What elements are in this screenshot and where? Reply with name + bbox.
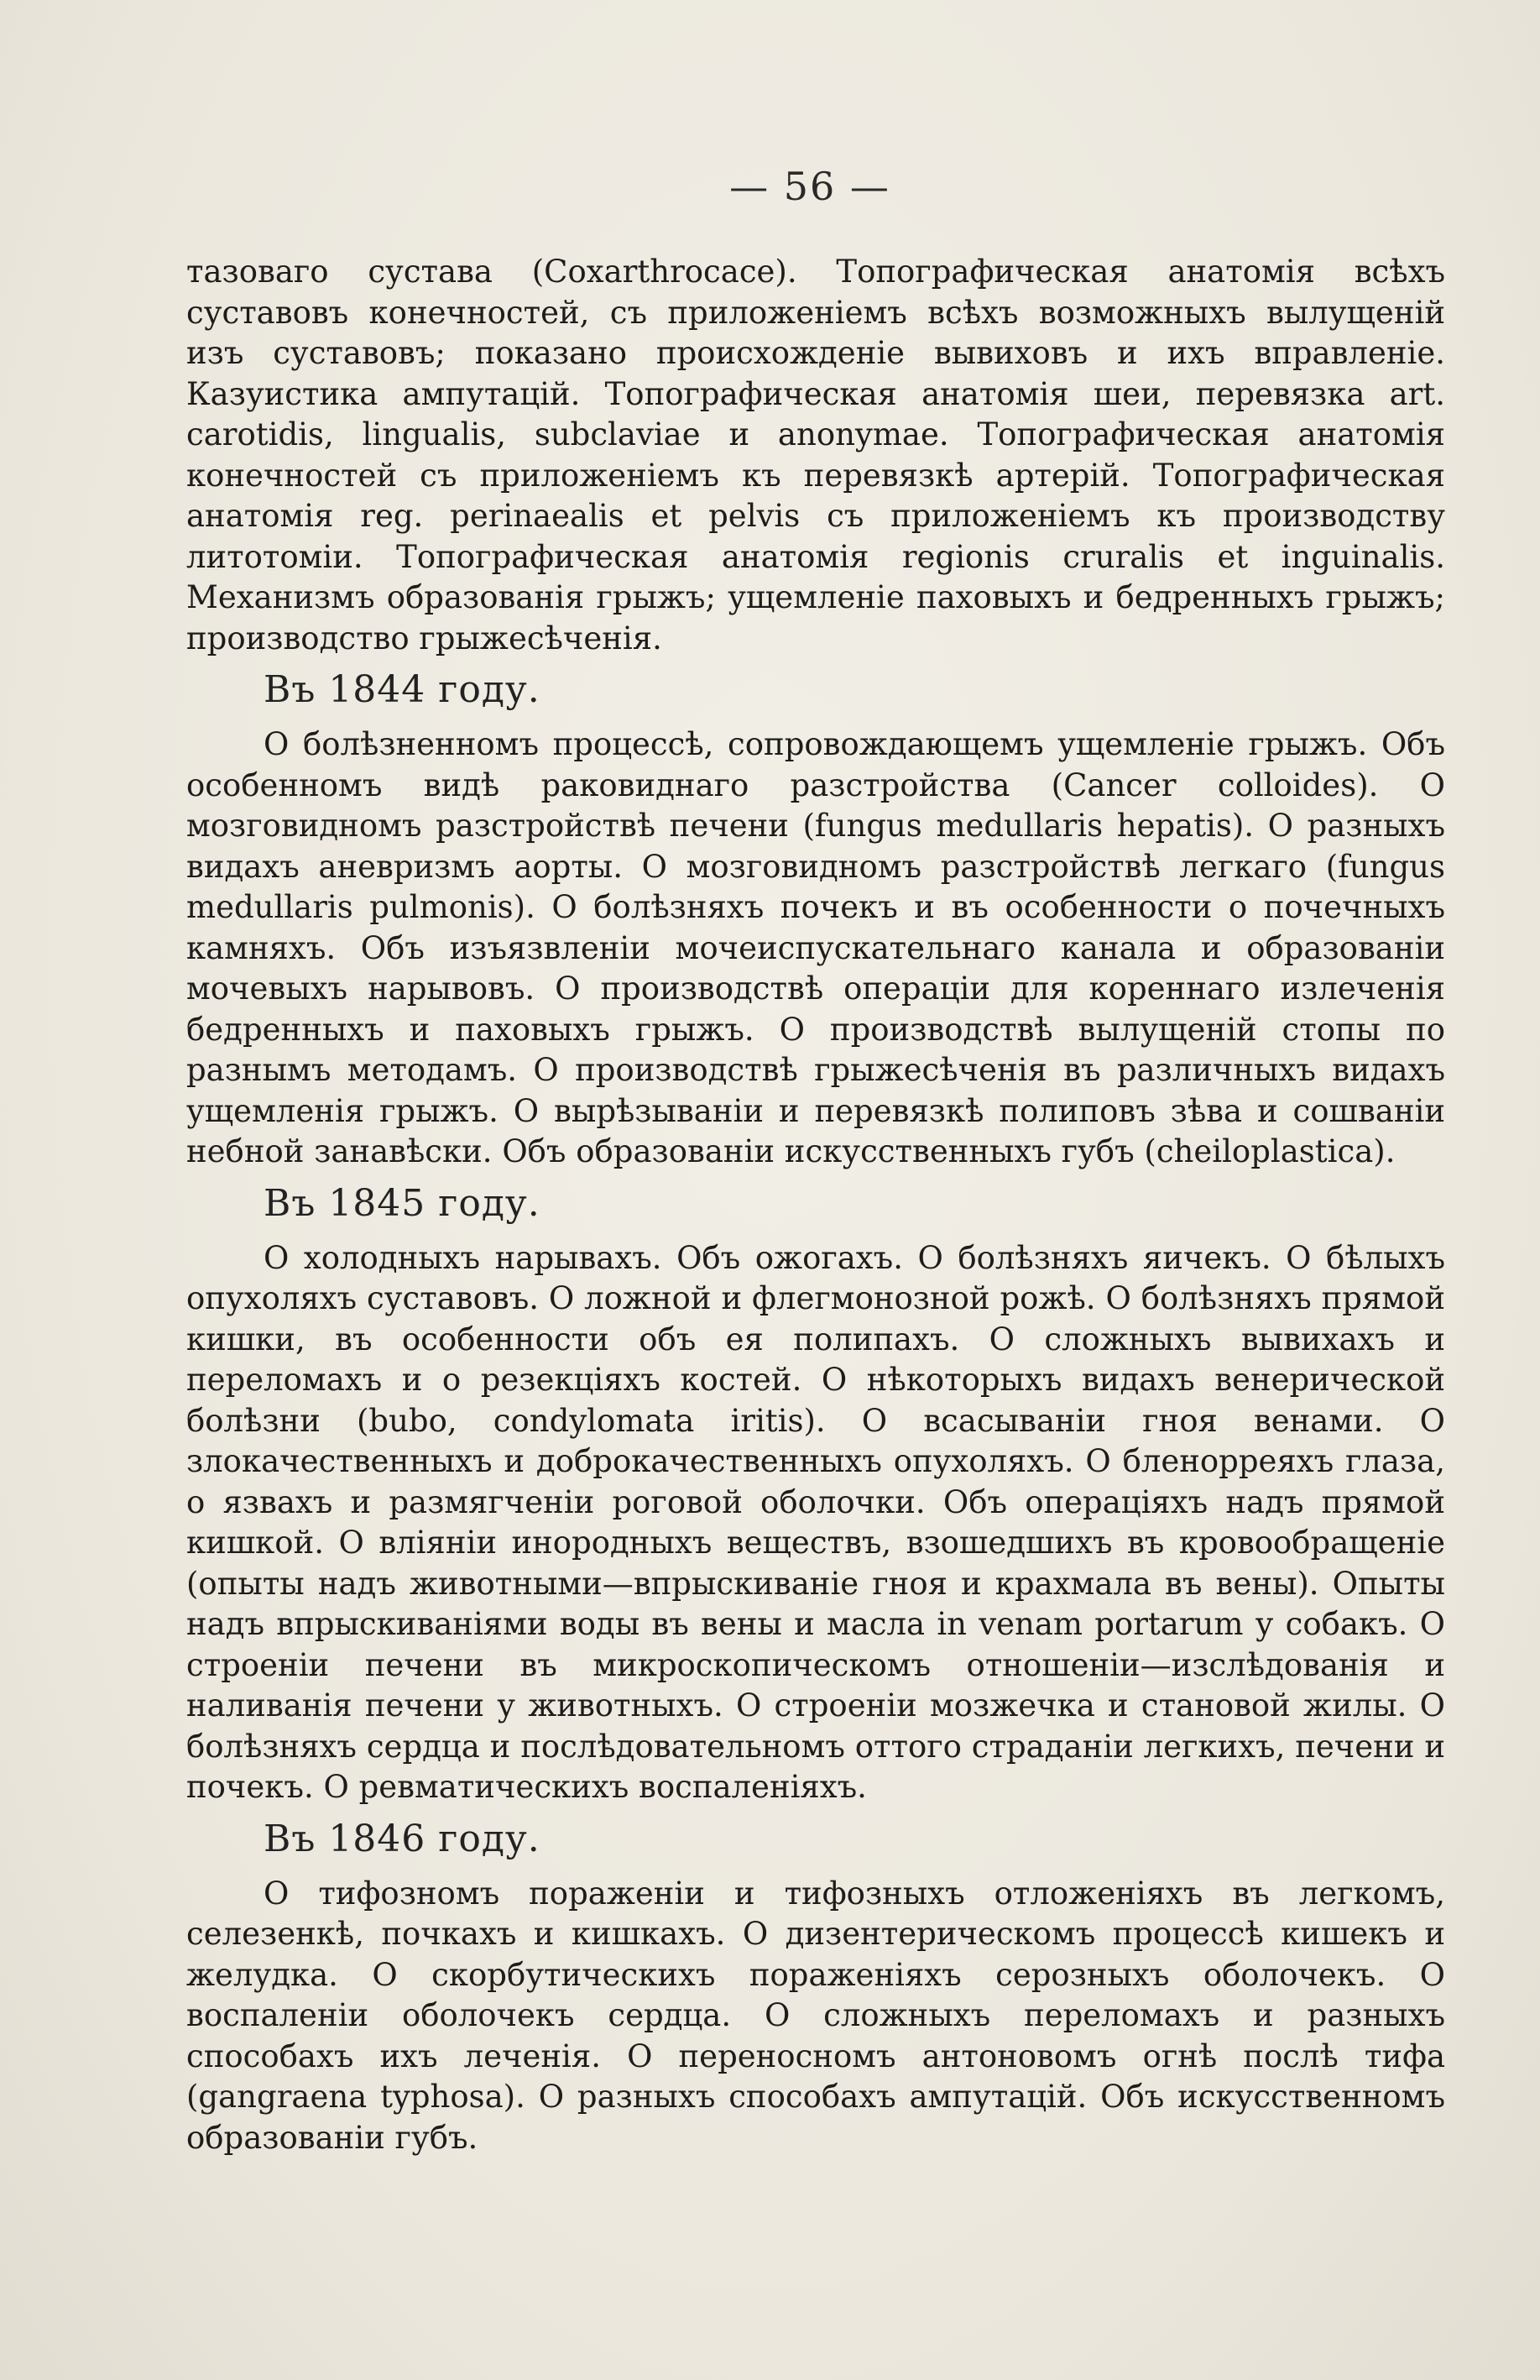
section-heading-1844: Въ 1844 году.: [264, 668, 540, 711]
section-heading-1846: Въ 1846 году.: [264, 1817, 540, 1860]
paragraph-1845: О холодныхъ нарывахъ. Объ ожогахъ. О болѣзняхъ яичекъ. О бѣлыхъ опухоляхъ суставовъ. О ложной и флегмонозной рожѣ. О болѣзняхъ прямой кишки, въ особенности объ ея полипахъ. О сложныхъ вывихахъ и переломахъ и о резекціяхъ костей. О нѣкоторыхъ видахъ венерической болѣзни (bubo, condylomata iritis). О всасываніи гноя венами. О злокачественныхъ и доброкачественныхъ опухоляхъ. О бленорреяхъ глаза, о язвахъ и размягченіи роговой оболочки. Объ операціяхъ надъ прямой кишкой. О вліяніи инородныхъ веществъ, взошедшихъ въ кровообращеніе (опыты надъ животными—впрыскиваніе гноя и крахмала въ вены). Опыты надъ впрыскиваніями воды въ вены и масла in venam portarum у собакъ. О строеніи печени въ микроскопическомъ отношеніи—изслѣдованія и наливанія печени у животныхъ. О строеніи мозжечка и становой жилы. О болѣзняхъ сердца и послѣдовательномъ оттого страданіи легкихъ, печени и почекъ. О ревматическихъ воспаленіяхъ.: [186, 1239, 1445, 1805]
paragraph-continuation: тазоваго сустава (Coxarthrocace). Топографическая анатомія всѣхъ суставовъ конечностей, съ приложеніемъ всѣхъ возможныхъ вылущеній изъ суставовъ; показано происхожденіе вывиховъ и ихъ вправленіе. Казуистика ампутацій. Топографическая анатомія шеи, перевязка art. carotidis, lingualis, subclaviae и anonymae. Топографическая анатомія конечностей съ приложеніемъ къ перевязкѣ артерій. Топографическая анатомія reg. perinaealis et pelvis съ приложеніемъ къ производству литотоміи. Топографическая анатомія regionis cruralis et inguinalis. Механизмъ образованія грыжъ; ущемленіе паховыхъ и бедренныхъ грыжъ; производство грыжесѣченія.: [186, 254, 1445, 656]
page-number: — 56 —: [729, 164, 890, 209]
page-text: [186, 252, 1445, 2158]
section-heading-1845: Въ 1845 году.: [264, 1181, 540, 1225]
paragraph-1846: О тифозномъ пораженіи и тифозныхъ отложеніяхъ въ легкомъ, селезенкѣ, почкахъ и кишкахъ. О дизентерическомъ процессѣ кишекъ и желудка. О скорбутическихъ пораженіяхъ серозныхъ оболочекъ. О воспаленіи оболочекъ сердца. О сложныхъ переломахъ и разныхъ способахъ ихъ леченія. О переносномъ антоновомъ огнѣ послѣ тифа (gangraena typhosa). О разныхъ способахъ ампутацій. Объ искусственномъ образованіи губъ.: [186, 1875, 1445, 2156]
paragraph-1844: О болѣзненномъ процессѣ, сопровождающемъ ущемленіе грыжъ. Объ особенномъ видѣ раковиднаго разстройства (Cancer colloides). О мозговидномъ разстройствѣ печени (fungus medullaris hepatis). О разныхъ видахъ аневризмъ аорты. О мозговидномъ разстройствѣ легкаго (fungus medullaris pulmonis). О болѣзняхъ почекъ и въ особенности о почечныхъ камняхъ. Объ изъязвленіи мочеиспускательнаго канала и образованіи мочевыхъ нарывовъ. О производствѣ операціи для кореннаго излеченія бедренныхъ и паховыхъ грыжъ. О производствѣ вылущеній стопы по разнымъ методамъ. О производствѣ грыжесѣченія въ различныхъ видахъ ущемленія грыжъ. О вырѣзываніи и перевязкѣ полиповъ зѣва и сошваніи небной занавѣски. Объ образованіи искусственныхъ губъ (cheiloplastica).: [186, 726, 1445, 1169]
